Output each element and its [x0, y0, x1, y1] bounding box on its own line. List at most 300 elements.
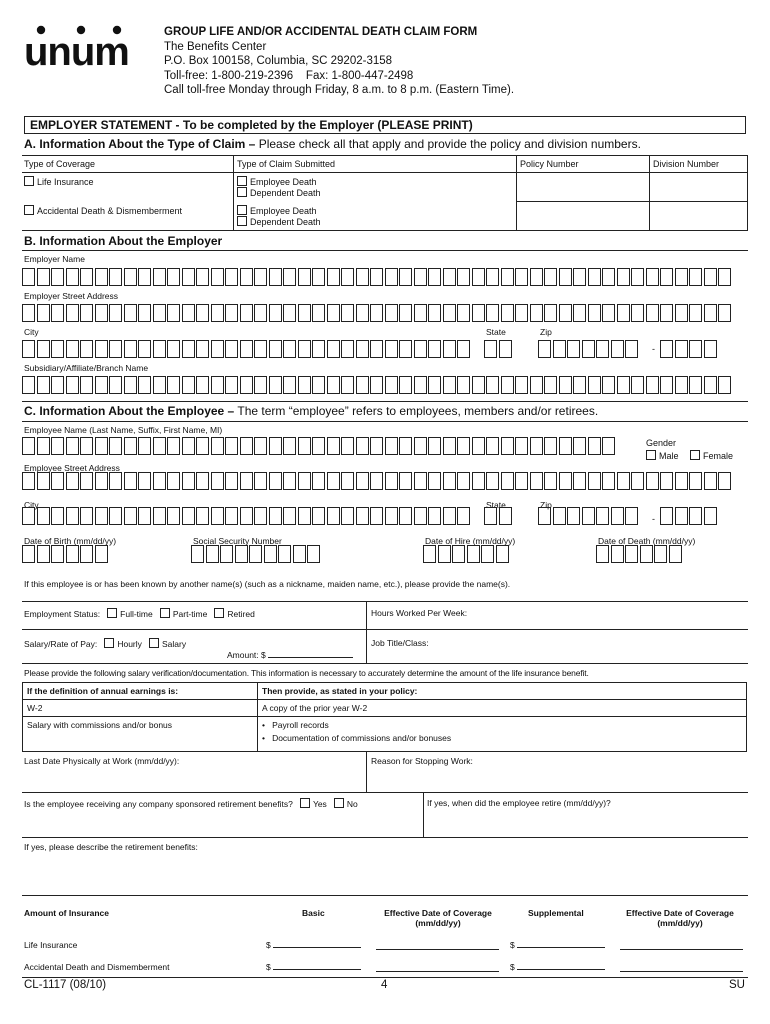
employee-street-boxes[interactable] — [22, 472, 733, 490]
char-box[interactable] — [385, 472, 398, 490]
char-box[interactable] — [225, 268, 238, 286]
add-checkbox[interactable]: Accidental Death & Dismemberment — [24, 205, 182, 216]
char-box[interactable] — [370, 507, 383, 525]
char-box[interactable] — [602, 304, 615, 322]
char-box[interactable] — [298, 472, 311, 490]
employer-name-boxes[interactable] — [22, 268, 733, 286]
char-box[interactable] — [660, 304, 673, 322]
char-box[interactable] — [530, 472, 543, 490]
char-box[interactable] — [254, 376, 267, 394]
char-box[interactable] — [278, 545, 291, 563]
char-box[interactable] — [530, 304, 543, 322]
char-box[interactable] — [327, 437, 340, 455]
char-box[interactable] — [254, 437, 267, 455]
char-box[interactable] — [660, 376, 673, 394]
char-box[interactable] — [240, 472, 253, 490]
char-box[interactable] — [631, 472, 644, 490]
char-box[interactable] — [269, 472, 282, 490]
char-box[interactable] — [298, 376, 311, 394]
char-box[interactable] — [573, 437, 586, 455]
life-basic-field[interactable]: $ — [266, 940, 361, 950]
char-box[interactable] — [660, 472, 673, 490]
char-box[interactable] — [582, 507, 595, 525]
char-box[interactable] — [567, 340, 580, 358]
char-box[interactable] — [596, 340, 609, 358]
char-box[interactable] — [124, 268, 137, 286]
char-box[interactable] — [704, 472, 717, 490]
char-box[interactable] — [37, 304, 50, 322]
char-box[interactable] — [602, 268, 615, 286]
add-supplemental-field[interactable]: $ — [510, 962, 605, 972]
char-box[interactable] — [312, 472, 325, 490]
char-box[interactable] — [211, 340, 224, 358]
char-box[interactable] — [153, 304, 166, 322]
add-basic-date-field[interactable] — [376, 971, 499, 972]
char-box[interactable] — [341, 507, 354, 525]
char-box[interactable] — [443, 304, 456, 322]
char-box[interactable] — [385, 304, 398, 322]
char-box[interactable] — [109, 437, 122, 455]
char-box[interactable] — [399, 304, 412, 322]
char-box[interactable] — [225, 437, 238, 455]
char-box[interactable] — [327, 268, 340, 286]
char-box[interactable] — [225, 472, 238, 490]
char-box[interactable] — [240, 376, 253, 394]
char-box[interactable] — [211, 507, 224, 525]
char-box[interactable] — [553, 340, 566, 358]
employee-name-boxes[interactable] — [22, 437, 617, 455]
char-box[interactable] — [370, 472, 383, 490]
char-box[interactable] — [66, 268, 79, 286]
char-box[interactable] — [428, 268, 441, 286]
char-box[interactable] — [423, 545, 436, 563]
char-box[interactable] — [501, 268, 514, 286]
char-box[interactable] — [167, 472, 180, 490]
char-box[interactable] — [95, 472, 108, 490]
char-box[interactable] — [588, 437, 601, 455]
char-box[interactable] — [341, 268, 354, 286]
char-box[interactable] — [486, 472, 499, 490]
char-box[interactable] — [167, 268, 180, 286]
char-box[interactable] — [538, 507, 551, 525]
employee-zip4-boxes[interactable] — [660, 507, 718, 525]
char-box[interactable] — [167, 376, 180, 394]
salary-checkbox[interactable]: Salary — [149, 639, 186, 649]
employer-city-boxes[interactable] — [22, 340, 472, 358]
char-box[interactable] — [51, 437, 64, 455]
char-box[interactable] — [486, 376, 499, 394]
char-box[interactable] — [153, 507, 166, 525]
char-box[interactable] — [515, 376, 528, 394]
char-box[interactable] — [669, 545, 682, 563]
char-box[interactable] — [66, 376, 79, 394]
char-box[interactable] — [95, 304, 108, 322]
char-box[interactable] — [37, 340, 50, 358]
char-box[interactable] — [264, 545, 277, 563]
char-box[interactable] — [625, 340, 638, 358]
char-box[interactable] — [196, 472, 209, 490]
char-box[interactable] — [457, 268, 470, 286]
char-box[interactable] — [240, 268, 253, 286]
char-box[interactable] — [196, 437, 209, 455]
char-box[interactable] — [414, 268, 427, 286]
char-box[interactable] — [370, 304, 383, 322]
char-box[interactable] — [327, 340, 340, 358]
char-box[interactable] — [689, 340, 702, 358]
char-box[interactable] — [602, 437, 615, 455]
char-box[interactable] — [283, 268, 296, 286]
char-box[interactable] — [37, 472, 50, 490]
char-box[interactable] — [457, 437, 470, 455]
char-box[interactable] — [538, 340, 551, 358]
retirement-no-checkbox[interactable]: No — [334, 799, 358, 809]
char-box[interactable] — [611, 545, 624, 563]
subsidiary-boxes[interactable] — [22, 376, 733, 394]
char-box[interactable] — [254, 268, 267, 286]
char-box[interactable] — [718, 268, 731, 286]
char-box[interactable] — [298, 304, 311, 322]
char-box[interactable] — [109, 304, 122, 322]
char-box[interactable] — [196, 376, 209, 394]
char-box[interactable] — [414, 340, 427, 358]
char-box[interactable] — [675, 472, 688, 490]
char-box[interactable] — [370, 268, 383, 286]
char-box[interactable] — [153, 268, 166, 286]
char-box[interactable] — [646, 304, 659, 322]
char-box[interactable] — [654, 545, 667, 563]
char-box[interactable] — [225, 304, 238, 322]
char-box[interactable] — [138, 340, 151, 358]
char-box[interactable] — [225, 507, 238, 525]
char-box[interactable] — [240, 340, 253, 358]
char-box[interactable] — [269, 507, 282, 525]
char-box[interactable] — [625, 545, 638, 563]
char-box[interactable] — [95, 545, 108, 563]
gender-male-checkbox[interactable]: Male — [646, 450, 679, 461]
char-box[interactable] — [254, 507, 267, 525]
char-box[interactable] — [196, 507, 209, 525]
char-box[interactable] — [220, 545, 233, 563]
char-box[interactable] — [167, 437, 180, 455]
char-box[interactable] — [80, 472, 93, 490]
char-box[interactable] — [457, 304, 470, 322]
char-box[interactable] — [235, 545, 248, 563]
char-box[interactable] — [385, 340, 398, 358]
char-box[interactable] — [298, 507, 311, 525]
char-box[interactable] — [611, 507, 624, 525]
char-box[interactable] — [37, 437, 50, 455]
char-box[interactable] — [95, 376, 108, 394]
char-box[interactable] — [385, 376, 398, 394]
char-box[interactable] — [370, 340, 383, 358]
char-box[interactable] — [138, 437, 151, 455]
char-box[interactable] — [341, 437, 354, 455]
char-box[interactable] — [124, 472, 137, 490]
char-box[interactable] — [37, 507, 50, 525]
char-box[interactable] — [211, 304, 224, 322]
char-box[interactable] — [327, 507, 340, 525]
life-supplemental-field[interactable]: $ — [510, 940, 605, 950]
char-box[interactable] — [472, 472, 485, 490]
char-box[interactable] — [356, 507, 369, 525]
char-box[interactable] — [704, 304, 717, 322]
char-box[interactable] — [385, 437, 398, 455]
char-box[interactable] — [283, 376, 296, 394]
char-box[interactable] — [596, 545, 609, 563]
char-box[interactable] — [327, 376, 340, 394]
char-box[interactable] — [312, 376, 325, 394]
char-box[interactable] — [588, 268, 601, 286]
char-box[interactable] — [457, 340, 470, 358]
life-employee-death-checkbox[interactable]: Employee Death — [237, 176, 317, 187]
char-box[interactable] — [501, 437, 514, 455]
life-insurance-checkbox[interactable]: Life Insurance — [24, 176, 94, 187]
char-box[interactable] — [22, 472, 35, 490]
char-box[interactable] — [573, 376, 586, 394]
char-box[interactable] — [80, 376, 93, 394]
char-box[interactable] — [559, 472, 572, 490]
char-box[interactable] — [689, 507, 702, 525]
char-box[interactable] — [211, 268, 224, 286]
char-box[interactable] — [95, 507, 108, 525]
char-box[interactable] — [582, 340, 595, 358]
char-box[interactable] — [167, 340, 180, 358]
char-box[interactable] — [660, 507, 673, 525]
char-box[interactable] — [428, 437, 441, 455]
life-basic-date-field[interactable] — [376, 949, 499, 950]
employee-city-boxes[interactable] — [22, 507, 472, 525]
char-box[interactable] — [443, 268, 456, 286]
char-box[interactable] — [51, 304, 64, 322]
char-box[interactable] — [573, 268, 586, 286]
char-box[interactable] — [631, 376, 644, 394]
char-box[interactable] — [559, 376, 572, 394]
char-box[interactable] — [428, 472, 441, 490]
life-supplemental-date-field[interactable] — [620, 949, 743, 950]
char-box[interactable] — [196, 304, 209, 322]
char-box[interactable] — [501, 376, 514, 394]
char-box[interactable] — [312, 340, 325, 358]
char-box[interactable] — [646, 472, 659, 490]
char-box[interactable] — [51, 472, 64, 490]
char-box[interactable] — [298, 437, 311, 455]
char-box[interactable] — [109, 268, 122, 286]
char-box[interactable] — [443, 472, 456, 490]
char-box[interactable] — [515, 472, 528, 490]
char-box[interactable] — [312, 507, 325, 525]
char-box[interactable] — [438, 545, 451, 563]
part-time-checkbox[interactable]: Part-time — [160, 609, 207, 619]
char-box[interactable] — [640, 545, 653, 563]
char-box[interactable] — [80, 340, 93, 358]
char-box[interactable] — [80, 268, 93, 286]
char-box[interactable] — [553, 507, 566, 525]
char-box[interactable] — [617, 304, 630, 322]
life-dependent-death-checkbox[interactable]: Dependent Death — [237, 187, 321, 198]
char-box[interactable] — [109, 507, 122, 525]
char-box[interactable] — [501, 472, 514, 490]
char-box[interactable] — [22, 304, 35, 322]
char-box[interactable] — [443, 507, 456, 525]
char-box[interactable] — [124, 340, 137, 358]
char-box[interactable] — [675, 507, 688, 525]
char-box[interactable] — [182, 268, 195, 286]
char-box[interactable] — [704, 340, 717, 358]
char-box[interactable] — [486, 304, 499, 322]
char-box[interactable] — [399, 376, 412, 394]
char-box[interactable] — [138, 376, 151, 394]
char-box[interactable] — [307, 545, 320, 563]
char-box[interactable] — [95, 437, 108, 455]
employer-street-boxes[interactable] — [22, 304, 733, 322]
char-box[interactable] — [573, 304, 586, 322]
char-box[interactable] — [559, 437, 572, 455]
char-box[interactable] — [718, 376, 731, 394]
char-box[interactable] — [341, 304, 354, 322]
char-box[interactable] — [312, 304, 325, 322]
char-box[interactable] — [283, 437, 296, 455]
char-box[interactable] — [472, 268, 485, 286]
char-box[interactable] — [544, 437, 557, 455]
char-box[interactable] — [206, 545, 219, 563]
char-box[interactable] — [191, 545, 204, 563]
char-box[interactable] — [718, 304, 731, 322]
char-box[interactable] — [414, 472, 427, 490]
char-box[interactable] — [414, 304, 427, 322]
char-box[interactable] — [22, 340, 35, 358]
char-box[interactable] — [269, 340, 282, 358]
char-box[interactable] — [51, 268, 64, 286]
char-box[interactable] — [283, 472, 296, 490]
char-box[interactable] — [399, 437, 412, 455]
char-box[interactable] — [544, 376, 557, 394]
char-box[interactable] — [240, 437, 253, 455]
char-box[interactable] — [66, 304, 79, 322]
char-box[interactable] — [153, 340, 166, 358]
char-box[interactable] — [312, 268, 325, 286]
hourly-checkbox[interactable]: Hourly — [104, 639, 142, 649]
char-box[interactable] — [602, 376, 615, 394]
char-box[interactable] — [660, 340, 673, 358]
char-box[interactable] — [675, 376, 688, 394]
char-box[interactable] — [283, 304, 296, 322]
char-box[interactable] — [675, 340, 688, 358]
char-box[interactable] — [544, 304, 557, 322]
char-box[interactable] — [356, 376, 369, 394]
doh-boxes[interactable] — [423, 545, 510, 563]
char-box[interactable] — [51, 545, 64, 563]
employer-zip4-boxes[interactable] — [660, 340, 718, 358]
char-box[interactable] — [385, 268, 398, 286]
char-box[interactable] — [138, 304, 151, 322]
char-box[interactable] — [254, 304, 267, 322]
char-box[interactable] — [138, 268, 151, 286]
char-box[interactable] — [559, 268, 572, 286]
char-box[interactable] — [269, 376, 282, 394]
char-box[interactable] — [182, 507, 195, 525]
char-box[interactable] — [675, 304, 688, 322]
char-box[interactable] — [37, 376, 50, 394]
char-box[interactable] — [211, 437, 224, 455]
char-box[interactable] — [689, 472, 702, 490]
add-basic-field[interactable]: $ — [266, 962, 361, 972]
retired-checkbox[interactable]: Retired — [214, 609, 254, 619]
char-box[interactable] — [646, 376, 659, 394]
char-box[interactable] — [443, 437, 456, 455]
char-box[interactable] — [283, 507, 296, 525]
char-box[interactable] — [327, 472, 340, 490]
char-box[interactable] — [95, 268, 108, 286]
char-box[interactable] — [293, 545, 306, 563]
char-box[interactable] — [472, 304, 485, 322]
char-box[interactable] — [443, 376, 456, 394]
char-box[interactable] — [66, 472, 79, 490]
char-box[interactable] — [249, 545, 262, 563]
char-box[interactable] — [356, 472, 369, 490]
char-box[interactable] — [225, 376, 238, 394]
char-box[interactable] — [124, 304, 137, 322]
char-box[interactable] — [704, 268, 717, 286]
char-box[interactable] — [153, 472, 166, 490]
char-box[interactable] — [428, 340, 441, 358]
char-box[interactable] — [269, 304, 282, 322]
add-supplemental-date-field[interactable] — [620, 971, 743, 972]
employer-state-boxes[interactable] — [484, 340, 513, 358]
char-box[interactable] — [51, 376, 64, 394]
char-box[interactable] — [414, 437, 427, 455]
char-box[interactable] — [399, 340, 412, 358]
char-box[interactable] — [254, 472, 267, 490]
char-box[interactable] — [496, 545, 509, 563]
char-box[interactable] — [588, 304, 601, 322]
char-box[interactable] — [298, 268, 311, 286]
dod-boxes[interactable] — [596, 545, 683, 563]
char-box[interactable] — [124, 507, 137, 525]
employee-zip-boxes[interactable] — [538, 507, 640, 525]
char-box[interactable] — [370, 376, 383, 394]
char-box[interactable] — [182, 472, 195, 490]
char-box[interactable] — [182, 437, 195, 455]
char-box[interactable] — [356, 268, 369, 286]
char-box[interactable] — [515, 268, 528, 286]
char-box[interactable] — [631, 304, 644, 322]
char-box[interactable] — [124, 437, 137, 455]
char-box[interactable] — [80, 304, 93, 322]
add-employee-death-checkbox[interactable]: Employee Death — [237, 205, 317, 216]
char-box[interactable] — [22, 545, 35, 563]
char-box[interactable] — [499, 340, 512, 358]
char-box[interactable] — [80, 545, 93, 563]
char-box[interactable] — [399, 268, 412, 286]
char-box[interactable] — [341, 340, 354, 358]
char-box[interactable] — [457, 507, 470, 525]
char-box[interactable] — [370, 437, 383, 455]
char-box[interactable] — [269, 437, 282, 455]
char-box[interactable] — [689, 268, 702, 286]
retirement-yes-checkbox[interactable]: Yes — [300, 799, 327, 809]
char-box[interactable] — [588, 472, 601, 490]
char-box[interactable] — [22, 507, 35, 525]
char-box[interactable] — [66, 545, 79, 563]
char-box[interactable] — [240, 507, 253, 525]
employer-zip-boxes[interactable] — [538, 340, 640, 358]
char-box[interactable] — [153, 376, 166, 394]
char-box[interactable] — [341, 472, 354, 490]
char-box[interactable] — [501, 304, 514, 322]
char-box[interactable] — [22, 268, 35, 286]
char-box[interactable] — [484, 507, 497, 525]
char-box[interactable] — [530, 376, 543, 394]
